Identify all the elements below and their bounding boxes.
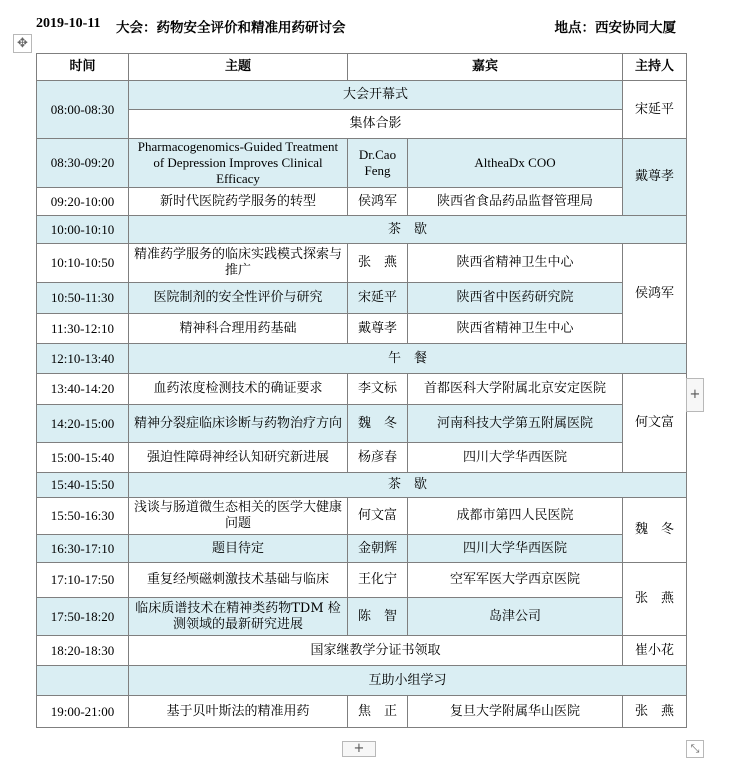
table-row bbox=[37, 344, 687, 374]
table-move-icon[interactable]: ✥ bbox=[13, 34, 32, 53]
host-cell[interactable]: 何文富 bbox=[623, 374, 687, 473]
org-cell[interactable]: 河南科技大学第五附属医院 bbox=[408, 405, 623, 443]
topic-cell[interactable]: 集体合影 bbox=[129, 110, 623, 139]
topic-cell[interactable]: 浅谈与肠道微生态相关的医学大健康问题 bbox=[129, 498, 348, 535]
time-cell[interactable]: 12:10-13:40 bbox=[37, 344, 129, 374]
header-guest: 嘉宾 bbox=[348, 54, 623, 81]
host-cell[interactable]: 崔小花 bbox=[623, 636, 687, 666]
time-cell[interactable]: 09:20-10:00 bbox=[37, 188, 129, 216]
time-cell[interactable]: 10:00-10:10 bbox=[37, 216, 129, 244]
event-date: 2019-10-11 bbox=[36, 16, 101, 31]
header-topic: 主题 bbox=[129, 54, 348, 81]
table-row bbox=[37, 216, 687, 244]
time-cell[interactable]: 15:40-15:50 bbox=[37, 473, 129, 498]
topic-cell[interactable]: 强迫性障碍神经认知研究新进展 bbox=[129, 443, 348, 473]
topic-cell[interactable]: 精准药学服务的临床实践模式探索与推广 bbox=[129, 244, 348, 283]
org-cell[interactable]: AltheaDx COO bbox=[408, 139, 623, 188]
event-title: 大会：药物安全评价和精准用药研讨会 bbox=[116, 20, 346, 36]
add-column-button[interactable]: + bbox=[686, 378, 704, 412]
document-header bbox=[36, 14, 682, 34]
table-header-row bbox=[37, 54, 687, 81]
topic-cell[interactable]: 互助小组学习 bbox=[129, 666, 687, 696]
topic-cell[interactable]: 国家继教学分证书领取 bbox=[129, 636, 623, 666]
time-cell[interactable]: 17:10-17:50 bbox=[37, 563, 129, 598]
topic-cell[interactable]: 医院制剂的安全性评价与研究 bbox=[129, 283, 348, 314]
table-row bbox=[37, 314, 687, 344]
org-cell[interactable]: 四川大学华西医院 bbox=[408, 443, 623, 473]
time-cell[interactable]: 13:40-14:20 bbox=[37, 374, 129, 405]
table-row bbox=[37, 283, 687, 314]
guest-cell[interactable]: 王化宁 bbox=[348, 563, 408, 598]
table-row bbox=[37, 81, 687, 110]
host-cell[interactable]: 魏 冬 bbox=[623, 498, 687, 563]
table-row bbox=[37, 244, 687, 283]
table-row bbox=[37, 188, 687, 216]
topic-cell[interactable]: 题目待定 bbox=[129, 535, 348, 563]
time-cell[interactable]: 14:20-15:00 bbox=[37, 405, 129, 443]
org-cell[interactable]: 岛津公司 bbox=[408, 598, 623, 636]
time-cell[interactable]: 15:00-15:40 bbox=[37, 443, 129, 473]
topic-cell[interactable]: 精神分裂症临床诊断与药物治疗方向 bbox=[129, 405, 348, 443]
time-cell[interactable]: 08:30-09:20 bbox=[37, 139, 129, 188]
topic-cell[interactable]: 重复经颅磁刺激技术基础与临床 bbox=[129, 563, 348, 598]
time-cell[interactable]: 18:20-18:30 bbox=[37, 636, 129, 666]
time-cell[interactable]: 11:30-12:10 bbox=[37, 314, 129, 344]
host-cell[interactable]: 张 燕 bbox=[623, 696, 687, 728]
time-cell[interactable]: 10:10-10:50 bbox=[37, 244, 129, 283]
table-row bbox=[37, 535, 687, 563]
host-cell[interactable]: 侯鸿军 bbox=[623, 244, 687, 344]
host-cell[interactable]: 宋延平 bbox=[623, 81, 687, 139]
topic-cell[interactable]: 基于贝叶斯法的精准用药 bbox=[129, 696, 348, 728]
org-cell[interactable]: 陕西省食品药品监督管理局 bbox=[408, 188, 623, 216]
table-row bbox=[37, 374, 687, 405]
time-cell[interactable]: 15:50-16:30 bbox=[37, 498, 129, 535]
topic-cell[interactable]: 血药浓度检测技术的确证要求 bbox=[129, 374, 348, 405]
time-cell[interactable]: 17:50-18:20 bbox=[37, 598, 129, 636]
guest-cell[interactable]: 焦 正 bbox=[348, 696, 408, 728]
event-location: 地点：西安协同大厦 bbox=[554, 20, 676, 36]
header-host: 主持人 bbox=[623, 54, 687, 81]
org-cell[interactable]: 成都市第四人民医院 bbox=[408, 498, 623, 535]
org-cell[interactable]: 空军军医大学西京医院 bbox=[408, 563, 623, 598]
table-row bbox=[37, 696, 687, 728]
time-cell[interactable]: 08:00-08:30 bbox=[37, 81, 129, 139]
table-row bbox=[37, 563, 687, 598]
org-cell[interactable]: 陕西省精神卫生中心 bbox=[408, 244, 623, 283]
org-cell[interactable]: 四川大学华西医院 bbox=[408, 535, 623, 563]
add-row-button[interactable]: + bbox=[342, 741, 376, 757]
guest-cell[interactable]: 何文富 bbox=[348, 498, 408, 535]
table-row bbox=[37, 598, 687, 636]
schedule-table bbox=[36, 53, 687, 728]
guest-cell[interactable]: 魏 冬 bbox=[348, 405, 408, 443]
break-cell[interactable]: 茶 歇 bbox=[129, 216, 687, 244]
header-time: 时间 bbox=[37, 54, 129, 81]
table-row bbox=[37, 405, 687, 443]
guest-cell[interactable]: 宋延平 bbox=[348, 283, 408, 314]
time-cell[interactable]: 19:00-21:00 bbox=[37, 696, 129, 728]
table-row bbox=[37, 139, 687, 188]
table-row bbox=[37, 636, 687, 666]
host-cell[interactable]: 戴尊孝 bbox=[623, 139, 687, 216]
table-row bbox=[37, 498, 687, 535]
table-row bbox=[37, 473, 687, 498]
table-row bbox=[37, 666, 687, 696]
time-cell[interactable]: 16:30-17:10 bbox=[37, 535, 129, 563]
topic-cell[interactable]: Pharmacogenomics-Guided Treatment of Depression Improves Clinical Efficacy bbox=[129, 139, 348, 188]
host-cell[interactable]: 张 燕 bbox=[623, 563, 687, 636]
guest-cell[interactable]: 杨彦春 bbox=[348, 443, 408, 473]
table-row bbox=[37, 110, 687, 139]
guest-cell[interactable]: 金朝辉 bbox=[348, 535, 408, 563]
guest-cell[interactable]: 张 燕 bbox=[348, 244, 408, 283]
break-cell[interactable]: 午 餐 bbox=[129, 344, 687, 374]
guest-cell[interactable]: 侯鸿军 bbox=[348, 188, 408, 216]
topic-cell[interactable]: 精神科合理用药基础 bbox=[129, 314, 348, 344]
time-cell[interactable] bbox=[37, 666, 129, 696]
guest-cell[interactable]: 戴尊孝 bbox=[348, 314, 408, 344]
table-row bbox=[37, 443, 687, 473]
org-cell[interactable]: 首都医科大学附属北京安定医院 bbox=[408, 374, 623, 405]
org-cell[interactable]: 复旦大学附属华山医院 bbox=[408, 696, 623, 728]
guest-cell[interactable]: 李文标 bbox=[348, 374, 408, 405]
org-cell[interactable]: 陕西省中医药研究院 bbox=[408, 283, 623, 314]
topic-cell[interactable]: 大会开幕式 bbox=[129, 81, 623, 110]
table-resize-icon[interactable]: ⤡ bbox=[686, 740, 704, 758]
break-cell[interactable]: 茶 歇 bbox=[129, 473, 687, 498]
topic-cell[interactable]: 临床质谱技术在精神类药物TDM 检测领域的最新研究进展 bbox=[129, 598, 348, 636]
topic-cell[interactable]: 新时代医院药学服务的转型 bbox=[129, 188, 348, 216]
time-cell[interactable]: 10:50-11:30 bbox=[37, 283, 129, 314]
guest-cell[interactable]: 陈 智 bbox=[348, 598, 408, 636]
guest-cell[interactable]: Dr.Cao Feng bbox=[348, 139, 408, 188]
org-cell[interactable]: 陕西省精神卫生中心 bbox=[408, 314, 623, 344]
